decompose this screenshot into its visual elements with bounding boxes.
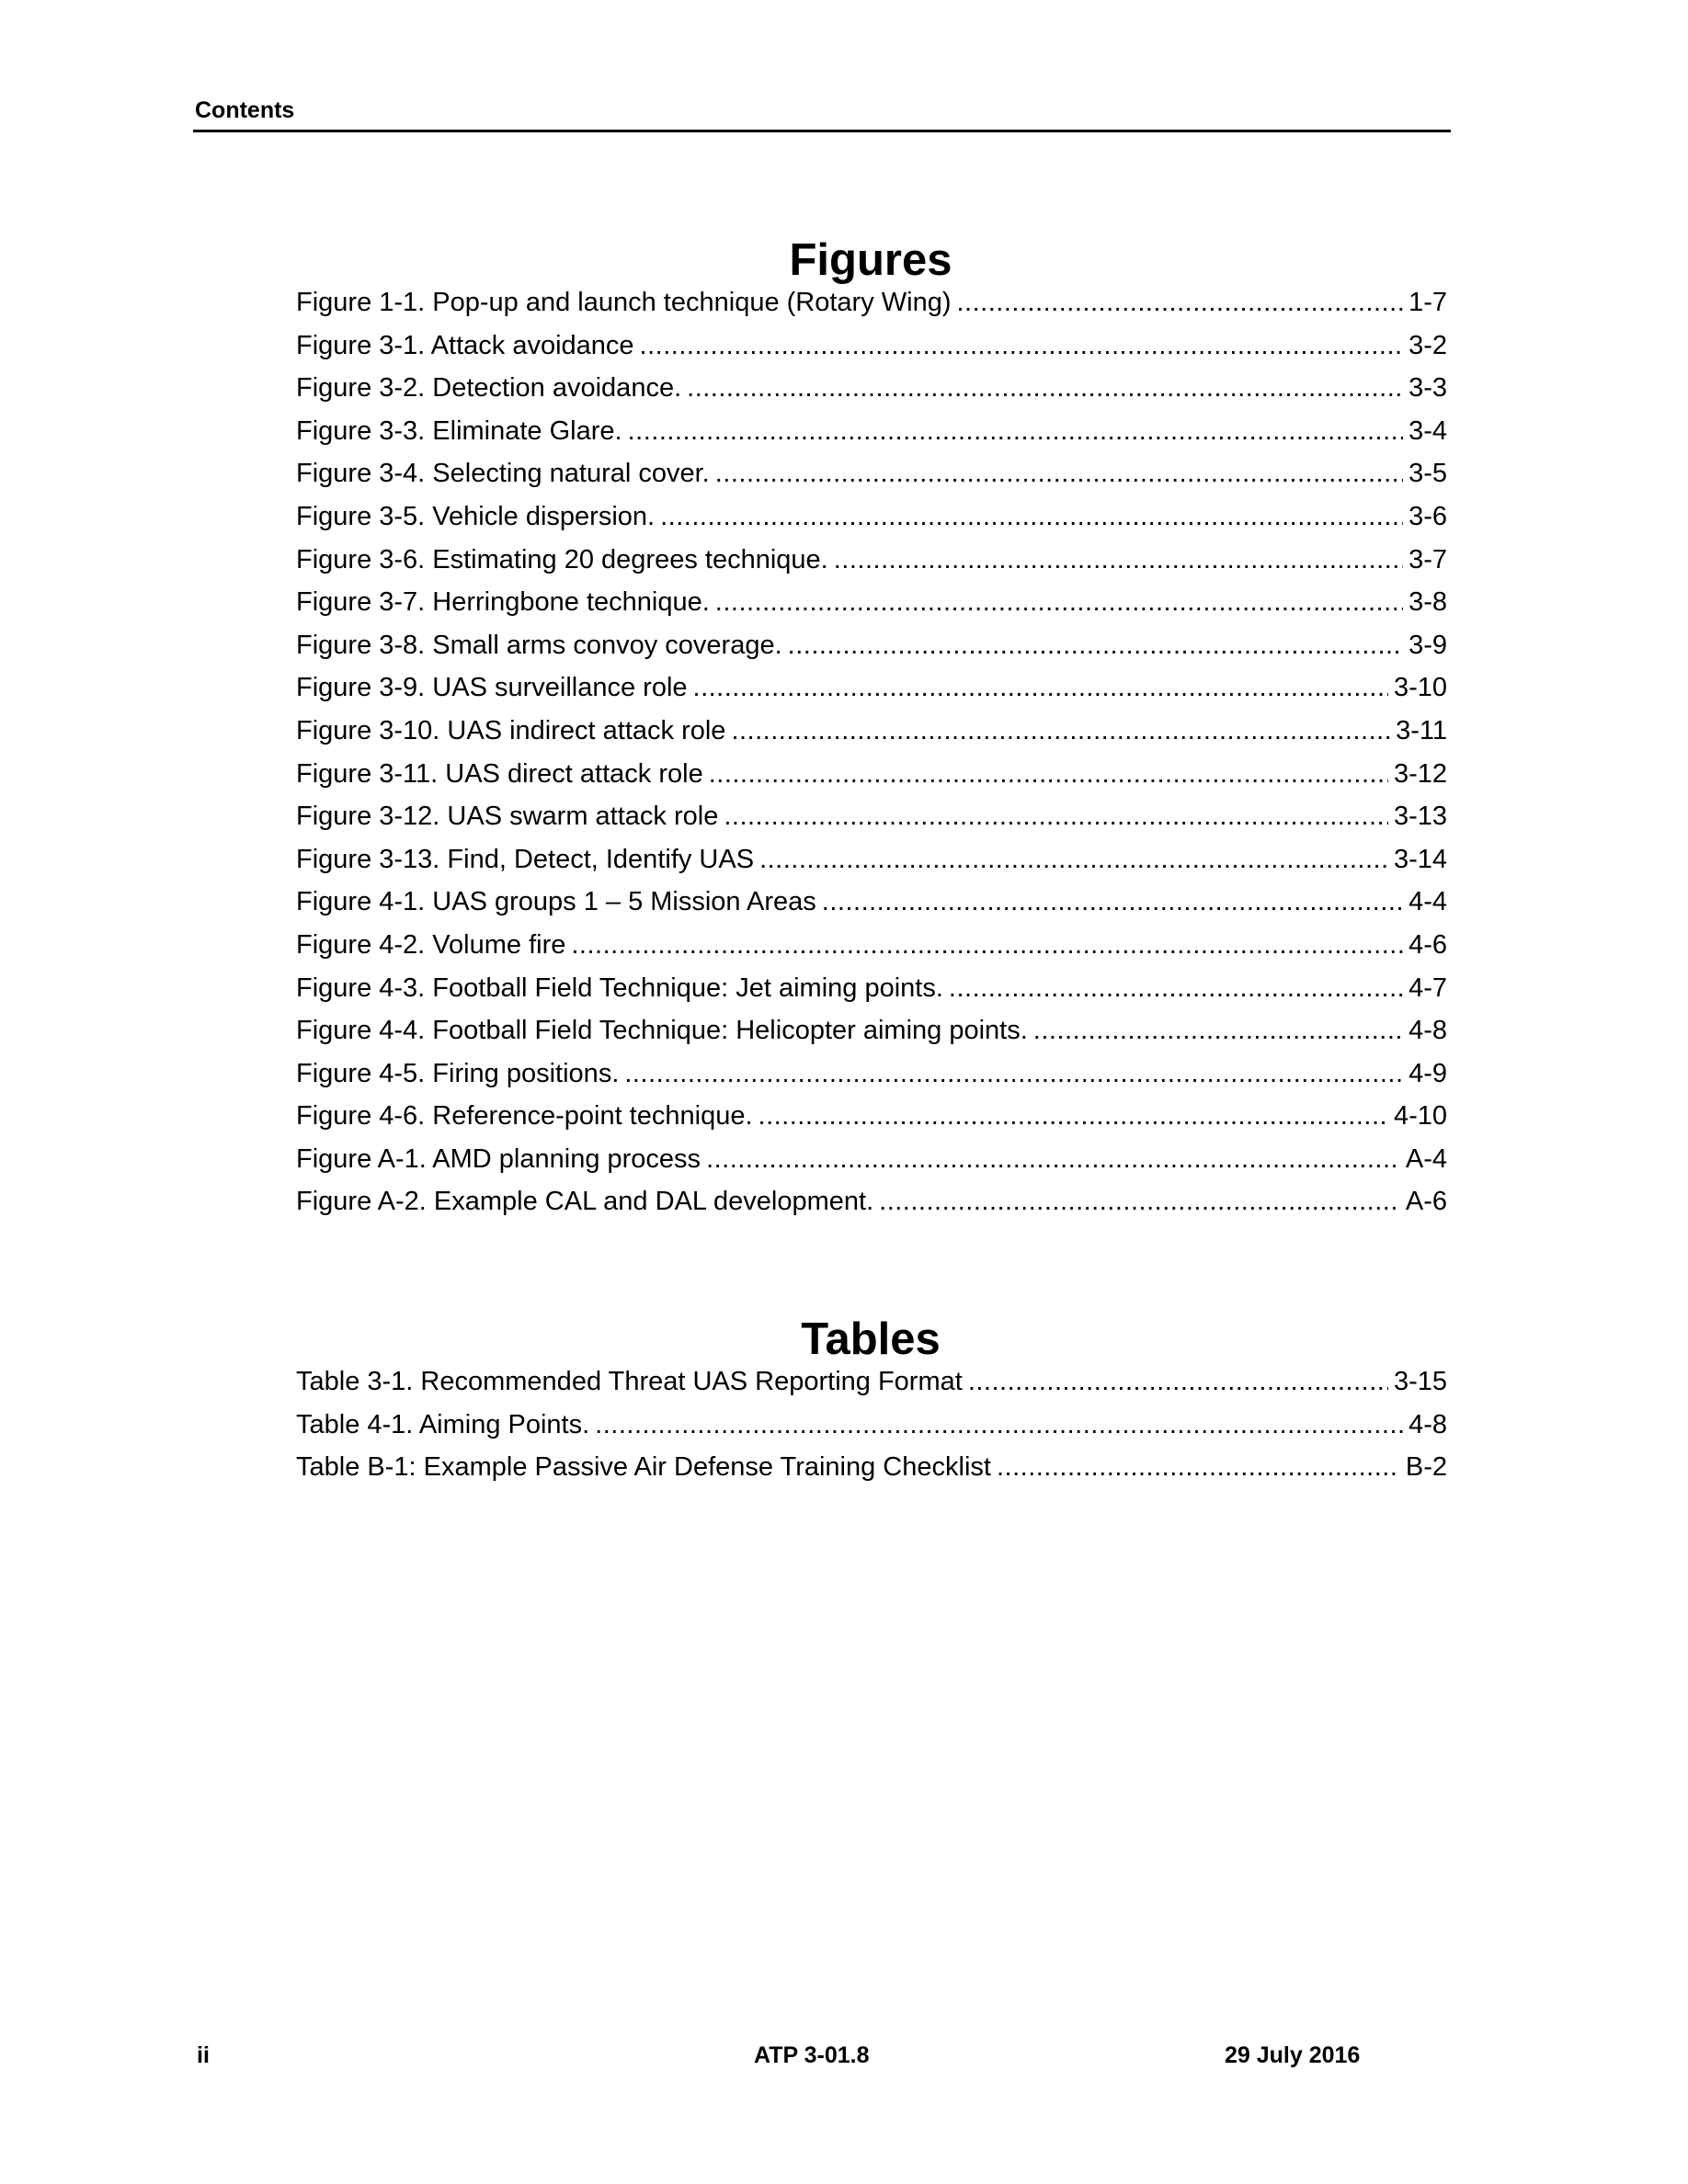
dot-leader xyxy=(640,324,1404,368)
figure-entry-title: Figure 3-7. Herringbone technique. xyxy=(296,587,710,618)
dot-leader xyxy=(624,1052,1403,1096)
figure-entry-title: Figure 3-8. Small arms convoy coverage. xyxy=(296,630,782,660)
figure-entry[interactable] xyxy=(296,410,1447,453)
figure-entry-page: 3-6 xyxy=(1409,501,1447,531)
dot-leader xyxy=(709,753,1388,796)
dot-leader xyxy=(715,452,1403,495)
figure-entry[interactable] xyxy=(296,324,1447,368)
figure-entry-title: Figure 3-1. Attack avoidance xyxy=(296,330,634,360)
footer-publication: ATP 3-01.8 xyxy=(754,2042,870,2068)
figure-entry-page: 4-8 xyxy=(1409,1016,1447,1046)
figure-entry-page: 3-5 xyxy=(1409,459,1447,489)
figure-entry[interactable] xyxy=(296,795,1447,838)
dot-leader xyxy=(693,666,1388,710)
dot-leader xyxy=(571,924,1403,967)
figure-entry[interactable] xyxy=(296,666,1447,710)
figure-entry-title: Figure 3-12. UAS swarm attack role xyxy=(296,802,719,832)
figure-entry-title: Figure 3-2. Detection avoidance. xyxy=(296,373,682,404)
figure-entry[interactable] xyxy=(296,710,1447,753)
figure-entry-page: 3-11 xyxy=(1396,715,1447,745)
figure-entry-title: Figure 3-5. Vehicle dispersion. xyxy=(296,501,656,531)
figure-entry[interactable] xyxy=(296,581,1447,624)
table-entry-title: Table 4-1. Aiming Points. xyxy=(296,1409,590,1439)
tables-list xyxy=(296,1360,1447,1489)
tables-heading: Tables xyxy=(801,1314,941,1364)
figure-entry-page: 3-13 xyxy=(1393,802,1447,832)
running-header: Contents xyxy=(195,97,295,123)
figure-entry[interactable] xyxy=(296,539,1447,582)
table-entry-page: 3-15 xyxy=(1393,1367,1447,1396)
figures-heading: Figures xyxy=(789,234,952,285)
figure-entry-page: 3-12 xyxy=(1393,758,1447,789)
dot-leader xyxy=(949,967,1403,1010)
figure-entry-page: 3-4 xyxy=(1409,415,1447,446)
figure-entry-page: 4-9 xyxy=(1409,1058,1447,1088)
figure-entry-title: Figure 3-3. Eliminate Glare. xyxy=(296,415,622,446)
dot-leader xyxy=(731,710,1390,753)
figure-entry-title: Figure 3-4. Selecting natural cover. xyxy=(296,459,710,489)
dot-leader xyxy=(879,1180,1400,1223)
figure-entry[interactable] xyxy=(296,624,1447,667)
dot-leader xyxy=(724,795,1388,838)
figure-entry-title: Figure 3-10. UAS indirect attack role xyxy=(296,715,726,745)
footer-page-number: ii xyxy=(197,2042,210,2068)
figure-entry[interactable] xyxy=(296,753,1447,796)
figure-entry-title: Figure 3-13. Find, Detect, Identify UAS xyxy=(296,844,755,874)
figure-entry-page: 3-2 xyxy=(1409,330,1447,360)
figure-entry[interactable] xyxy=(296,924,1447,967)
figure-entry-title: Figure 4-4. Football Field Technique: Helicopter aiming points. xyxy=(296,1016,1028,1046)
dot-leader xyxy=(660,495,1403,539)
dot-leader xyxy=(822,881,1403,924)
dot-leader xyxy=(687,367,1403,410)
figure-entry[interactable] xyxy=(296,881,1447,924)
table-entry[interactable] xyxy=(296,1404,1447,1447)
figure-entry[interactable] xyxy=(296,838,1447,882)
dot-leader xyxy=(595,1404,1403,1447)
dot-leader xyxy=(706,1138,1400,1181)
dot-leader xyxy=(788,624,1403,667)
table-entry[interactable] xyxy=(296,1446,1447,1489)
figure-entry-title: Figure A-2. Example CAL and DAL development. xyxy=(296,1187,874,1217)
dot-leader xyxy=(1033,1009,1403,1052)
figure-entry-page: 3-8 xyxy=(1409,587,1447,618)
figure-entry[interactable] xyxy=(296,452,1447,495)
figure-entry-title: Figure 3-6. Estimating 20 degrees technique. xyxy=(296,544,828,574)
table-entry[interactable] xyxy=(296,1360,1447,1404)
table-entry-title: Table 3-1. Recommended Threat UAS Reporting Format xyxy=(296,1367,963,1396)
table-entry-page: B-2 xyxy=(1405,1452,1447,1483)
header-rule xyxy=(193,130,1451,132)
figure-entry-page: A-4 xyxy=(1405,1143,1447,1174)
figure-entry[interactable] xyxy=(296,1095,1447,1138)
figure-entry-page: 3-3 xyxy=(1409,373,1447,404)
figure-entry-title: Figure 4-3. Football Field Technique: Jet aiming points. xyxy=(296,973,943,1003)
figure-entry[interactable] xyxy=(296,367,1447,410)
dot-leader xyxy=(628,410,1403,453)
figure-entry-title: Figure 1-1. Pop-up and launch technique (Rotary Wing) xyxy=(296,288,952,317)
figure-entry[interactable] xyxy=(296,495,1447,539)
dot-leader xyxy=(997,1446,1400,1489)
figure-entry-title: Figure 4-2. Volume fire xyxy=(296,929,566,960)
figure-entry[interactable] xyxy=(296,967,1447,1010)
figure-entry-title: Figure 3-11. UAS direct attack role xyxy=(296,758,703,789)
figure-entry-title: Figure 4-5. Firing positions. xyxy=(296,1058,620,1088)
table-entry-page: 4-8 xyxy=(1409,1409,1447,1439)
figure-entry-page: 4-10 xyxy=(1393,1101,1447,1132)
figure-entry-page: 1-7 xyxy=(1409,288,1447,317)
figure-entry-title: Figure 4-6. Reference-point technique. xyxy=(296,1101,753,1132)
dot-leader xyxy=(758,1095,1388,1138)
figure-entry-title: Figure A-1. AMD planning process xyxy=(296,1143,701,1174)
dot-leader xyxy=(715,581,1403,624)
dot-leader xyxy=(834,539,1403,582)
table-entry-title: Table B-1: Example Passive Air Defense Training Checklist xyxy=(296,1452,991,1483)
figure-entry[interactable] xyxy=(296,1138,1447,1181)
dot-leader xyxy=(957,281,1404,324)
figure-entry-page: A-6 xyxy=(1405,1187,1447,1217)
figure-entry[interactable] xyxy=(296,1052,1447,1096)
figure-entry-title: Figure 4-1. UAS groups 1 – 5 Mission Areas xyxy=(296,887,816,917)
figure-entry-page: 4-4 xyxy=(1409,887,1447,917)
figure-entry-page: 4-7 xyxy=(1409,973,1447,1003)
figure-entry-page: 4-6 xyxy=(1409,929,1447,960)
figures-list xyxy=(296,281,1447,1223)
figure-entry-page: 3-9 xyxy=(1409,630,1447,660)
figure-entry-page: 3-14 xyxy=(1393,844,1447,874)
figure-entry-title: Figure 3-9. UAS surveillance role xyxy=(296,673,688,703)
figure-entry[interactable] xyxy=(296,1180,1447,1223)
figure-entry-page: 3-7 xyxy=(1409,544,1447,574)
figure-entry-page: 3-10 xyxy=(1393,673,1447,703)
dot-leader xyxy=(968,1360,1388,1404)
footer-date: 29 July 2016 xyxy=(1225,2042,1361,2068)
figure-entry[interactable] xyxy=(296,1009,1447,1052)
dot-leader xyxy=(759,838,1388,882)
figure-entry[interactable] xyxy=(296,281,1447,324)
